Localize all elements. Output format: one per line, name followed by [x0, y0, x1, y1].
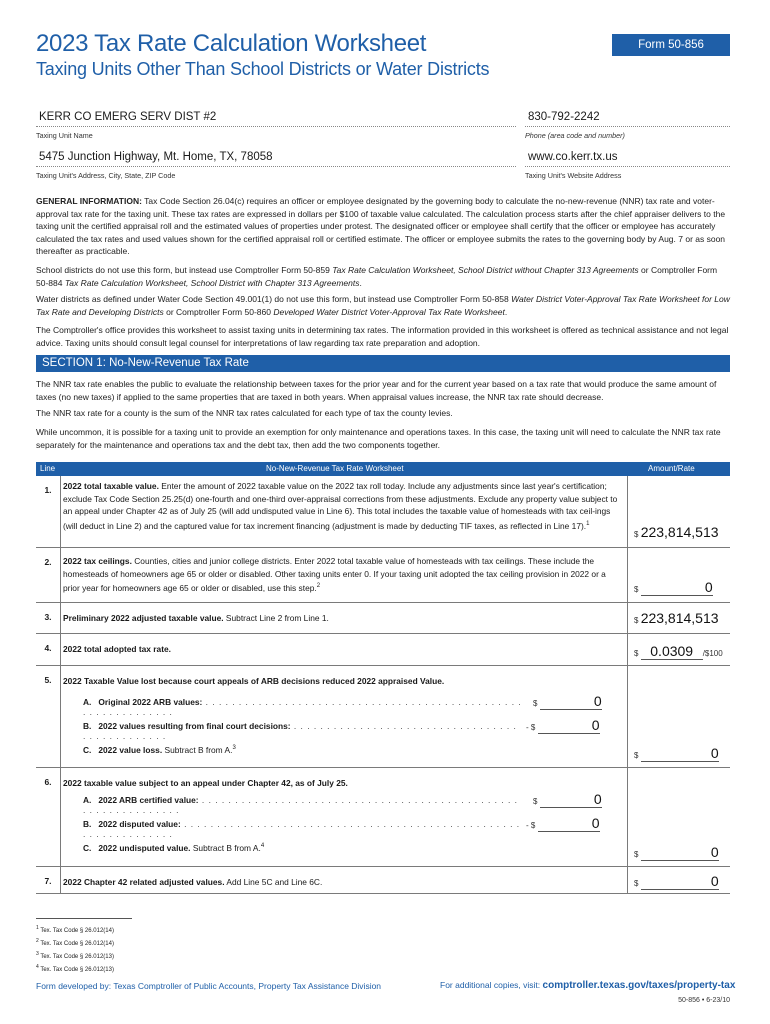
form-number-badge: Form 50-856	[612, 34, 730, 56]
line-6a-amount[interactable]	[533, 791, 602, 808]
row-value[interactable]: 223,814,513	[640, 524, 719, 540]
row-lead: 2022 total adopted tax rate.	[63, 644, 171, 654]
row-lead: 2022 tax ceilings.	[63, 556, 132, 566]
sub-lead: 2022 undisputed value.	[98, 843, 191, 853]
taxing-unit-name-label: Taxing Unit Name	[36, 131, 93, 140]
amount-prefix: $	[533, 797, 538, 806]
sub-footnote-ref: 4	[260, 843, 265, 850]
website-value[interactable]: www.co.kerr.tx.us	[525, 151, 730, 167]
phone-label: Phone (area code and number)	[525, 131, 625, 140]
school-text-c: or Comptroller Form 50-884	[36, 265, 718, 288]
row-lead: 2022 total taxable value.	[63, 481, 159, 491]
row-lead: 2022 Chapter 42 related adjusted values.	[63, 877, 225, 887]
footnote-text: Tex. Tax Code § 26.012(13)	[40, 954, 114, 960]
row-value[interactable]: 223,814,513	[640, 610, 719, 626]
row-amount[interactable]	[634, 643, 723, 660]
line-6b-amount[interactable]	[526, 815, 600, 832]
website-field[interactable]	[525, 151, 730, 180]
footnote-4: $^4$ Tex. Tax Code § 26.012(13)	[36, 964, 114, 973]
row-amount[interactable]	[634, 579, 724, 596]
column-amount-header: Amount/Rate	[648, 464, 695, 473]
footer-copies-link[interactable]: comptroller.texas.gov/taxes/property-tax	[542, 980, 736, 991]
address-field[interactable]	[36, 151, 516, 180]
comptroller-paragraph: The Comptroller's office provides this worksheet to assist taxing units in determining tax rates. The information provided in this worksheet is offered as technical assistance and not legal advice. Taxing units should consult legal counsel for interpretations of law regarding tax rate preparation and adoption.	[36, 325, 729, 348]
currency-symbol: $	[634, 879, 639, 888]
worksheet-row-7	[36, 867, 730, 894]
amount-prefix: $	[634, 850, 639, 859]
line-5a-amount[interactable]	[533, 693, 602, 710]
water-text-e: .	[504, 306, 508, 317]
address-value[interactable]: 5475 Junction Highway, Mt. Home, TX, 78058	[36, 151, 516, 167]
water-districts-paragraph	[36, 293, 730, 318]
row-description	[63, 777, 623, 790]
amount-prefix: - $	[526, 821, 536, 830]
row-description	[63, 876, 623, 889]
row-value[interactable]: 0	[704, 579, 713, 595]
worksheet-table-header	[36, 462, 730, 476]
footnote-3: $^3$ Tex. Tax Code § 26.012(13)	[36, 951, 114, 960]
general-information-text: Tax Code Section 26.04(c) requires an officer or employee designated by the governing body to calculate the no-new-revenue (NNR) tax rate and voter-approval tax rate for the taxing unit. These tax rates are expressed in dollars per $100 of taxable value calculated. The calculation process starts after the chief appraiser delivers to the taxing unit the certified appraisal roll and the estimated values of properties under protest. The designated officer or employee shall certify that the officer or employee has accurately calculated the tax rates and used values shown for the certified appraisal roll or certified estimate. The officer or employee submits the rates to the governing body by Aug. 7 or as soon thereafter as practicable.	[36, 196, 726, 256]
row-description	[63, 675, 623, 688]
section-1-paragraph-2: The NNR tax rate for a county is the sum of the NNR tax rates calculated for each type of tax the county levies.	[36, 408, 453, 418]
form-subtitle: Taxing Units Other Than School Districts or Water Districts	[36, 59, 490, 79]
row-text: Enter the amount of 2022 taxable value on the 2022 tax roll today. Include any adjustments since last year's certification; exclude Tax Code Section 25.25(d) one-fourth and one-third over-appraisal corrections from these adjustments. Exclude any property value subject to an appeal under Chapter 42 as of July 25 (will add undisputed value in Line 6). This total includes the taxable value of homesteads with tax ceil-ings (will deduct in Line 2) and the captured value for tax increment financing (adjustment is made by deducting TIF taxes, as reflected in Line 17).	[63, 481, 618, 531]
sub-letter: B.	[83, 819, 92, 829]
worksheet-row-5	[36, 666, 730, 768]
footer-developed-by: Form developed by: Texas Comptroller of Public Accounts, Property Tax Assistance Division	[36, 981, 382, 991]
row-text: Add Line 5C and Line 6C.	[224, 877, 323, 887]
sub-letter: C.	[83, 843, 92, 853]
sub-text: Subtract B from A.	[190, 843, 261, 853]
taxing-unit-name-value[interactable]: KERR CO EMERG SERV DIST #2	[36, 111, 516, 127]
currency-symbol: $	[634, 649, 639, 658]
worksheet-row-4	[36, 634, 730, 666]
footnotes	[36, 918, 132, 975]
footnote-2: $^2$ Tex. Tax Code § 26.012(14)	[36, 938, 114, 947]
row-amount[interactable]	[634, 873, 724, 890]
row-number: 3.	[44, 612, 52, 622]
row-description	[63, 643, 623, 656]
amount-prefix: - $	[526, 723, 536, 732]
water-text-a: Water districts as defined under Water Code Section 49.001(1) do not use this form, but instead use Comptroller Form 50-858	[36, 294, 512, 304]
footer-copies-lead: For additional copies, visit:	[440, 980, 543, 990]
column-description-header: No-New-Revenue Tax Rate Worksheet	[266, 464, 404, 473]
footnote-rule	[36, 918, 132, 919]
column-line-header: Line	[40, 464, 56, 473]
sub-lead: 2022 values resulting from final court decisions:	[98, 721, 291, 731]
row-text: Counties, cities and junior college districts. Enter 2022 total taxable value of homesteads with tax ceilings. These include the homesteads of homeowners age 65 or older or disabled. Other taxing units enter 0. If your taxing unit adopted the tax ceiling provision in 2022 or a prior year for homeowners age 65 or older or disabled, use this step.	[63, 556, 606, 593]
sub-letter: C.	[83, 745, 92, 755]
row-number: 6.	[44, 777, 52, 787]
row-value[interactable]: 0	[710, 873, 719, 889]
water-text-c: or Comptroller Form 50-860	[163, 306, 274, 317]
general-information-lead: GENERAL INFORMATION:	[36, 196, 142, 206]
row-footnote-ref: 1	[586, 520, 590, 527]
footnote-text: Tex. Tax Code § 26.012(14)	[40, 941, 114, 947]
footnote-text: Tex. Tax Code § 26.012(13)	[40, 967, 114, 973]
currency-symbol: $	[634, 616, 639, 625]
school-form-884-title: Tax Rate Calculation Worksheet, School District with Chapter 313 Agreements	[64, 277, 360, 288]
phone-value[interactable]: 830-792-2242	[525, 111, 730, 127]
line-5c	[83, 745, 523, 755]
sub-lead: 2022 disputed value:	[98, 819, 181, 829]
sub-value[interactable]: 0	[710, 745, 719, 761]
footnote-text: Tex. Tax Code § 26.012(14)	[40, 928, 114, 934]
line-6b: B. 2022 disputed value: . . . . . . . . . . . . . . . . . . . . . . . . . . . . . . . . . . . . . . . . . . . . . . . . . . . . . . . . . . . . . . . . .	[83, 819, 521, 839]
row-number: 2.	[44, 557, 52, 567]
taxing-unit-name-field[interactable]	[36, 111, 516, 140]
line-5a: A. Original 2022 ARB values: . . . . . . . . . . . . . . . . . . . . . . . . . . . . . . . . . . . . . . . . . . . . . . . . . . . . . . . . . . . . . .	[83, 697, 522, 717]
row-number: 5.	[44, 675, 52, 685]
sub-footnote-ref: 3	[232, 745, 236, 752]
water-form-858-title: Water District Voter-Approval Tax Rate Worksheet for Low Tax Rate and Developing Districts	[36, 294, 730, 317]
row-text: Subtract Line 2 from Line 1.	[223, 613, 329, 623]
footer-form-code: 50-856 • 6-23/10	[678, 997, 730, 1004]
row-value[interactable]: 0.0309	[650, 643, 694, 659]
line-5b-amount[interactable]	[526, 717, 600, 734]
amount-prefix: $	[533, 699, 538, 708]
school-form-859-title: Tax Rate Calculation Worksheet, School District without Chapter 313 Agreements	[332, 265, 639, 275]
currency-symbol: $	[634, 530, 639, 539]
line-5b: B. 2022 values resulting from final court decisions: . . . . . . . . . . . . . . . . . . . . . . . . . . . . . . . . . . . . . . . . . . . . . . .	[83, 721, 517, 741]
row-lead: 2022 taxable value subject to an appeal under Chapter 42, as of July 25.	[63, 778, 348, 788]
sub-value[interactable]: 0	[710, 844, 719, 860]
worksheet-row-1	[36, 476, 730, 548]
row-number: 4.	[44, 643, 52, 653]
sub-value[interactable]: 0	[591, 717, 600, 733]
sub-value[interactable]: 0	[593, 791, 602, 807]
footnote-1: $^1$ Tex. Tax Code § 26.012(14)	[36, 925, 114, 934]
row-number: 7.	[44, 876, 52, 886]
row-description	[63, 555, 623, 594]
sub-letter: A.	[83, 795, 92, 805]
line-5c-amount[interactable]	[634, 745, 724, 762]
row-footnote-ref: 2	[316, 583, 321, 589]
school-text-e: .	[359, 277, 362, 288]
form-title: 2023 Tax Rate Calculation Worksheet	[36, 30, 427, 57]
line-6a: A. 2022 ARB certified value: . . . . . . . . . . . . . . . . . . . . . . . . . . . . . . . . . . . . . . . . . . . . . . . . . . . . . . . . . . . . . . .	[83, 795, 518, 815]
section-1-paragraph-3: While uncommon, it is possible for a taxing unit to provide an exemption for only maintenance and operations taxes. In this case, the taxing unit will need to calculate the NNR tax rate separately for the maintenance and operations tax and the debt tax, then add the two components together.	[36, 427, 721, 450]
row-description	[63, 612, 623, 625]
line-6c	[83, 843, 523, 853]
worksheet-row-3	[36, 603, 730, 634]
row-amount[interactable]	[634, 524, 719, 540]
sub-value[interactable]: 0	[591, 815, 600, 831]
sub-value[interactable]: 0	[593, 693, 602, 709]
website-label: Taxing Unit's Website Address	[525, 171, 622, 180]
phone-field[interactable]	[525, 111, 730, 140]
section-1-paragraph-1: The NNR tax rate enables the public to evaluate the relationship between taxes for the prior year and for the current year based on a tax rate that would produce the same amount of taxes (no new taxes) if applied to the same properties that are taxed in both years. When appraisal values increase, the NNR tax rate should decrease.	[36, 379, 717, 402]
row-lead: 2022 Taxable Value lost because court appeals of ARB decisions reduced 2022 appraised Value.	[63, 676, 445, 686]
school-text-a: School districts do not use this form, but instead use Comptroller Form 50-859	[36, 265, 333, 275]
water-form-860-title: Developed Water District Voter-Approval Tax Rate Worksheet	[273, 306, 505, 317]
row-description	[63, 480, 623, 532]
sub-lead: 2022 value loss.	[98, 745, 163, 755]
row-lead: Preliminary 2022 adjusted taxable value.	[63, 613, 224, 623]
sub-letter: A.	[83, 697, 92, 707]
row-number: 1.	[44, 485, 52, 495]
amount-prefix: $	[634, 751, 639, 760]
sub-letter: B.	[83, 721, 92, 731]
general-information-paragraph	[36, 195, 730, 258]
line-6c-amount[interactable]	[634, 844, 724, 861]
sub-lead: Original 2022 ARB values:	[98, 697, 203, 707]
per-100-unit: /$100	[702, 649, 723, 658]
sub-lead: 2022 ARB certified value:	[98, 795, 199, 805]
row-amount[interactable]	[634, 610, 719, 626]
school-districts-paragraph	[36, 264, 730, 289]
sub-text: Subtract B from A.	[162, 745, 233, 755]
worksheet-row-6	[36, 768, 730, 867]
currency-symbol: $	[634, 585, 639, 594]
footer-copies	[440, 980, 735, 991]
section-1-header: SECTION 1: No-New-Revenue Tax Rate	[36, 355, 730, 372]
address-label: Taxing Unit's Address, City, State, ZIP Code	[36, 171, 176, 180]
worksheet-row-2	[36, 548, 730, 603]
